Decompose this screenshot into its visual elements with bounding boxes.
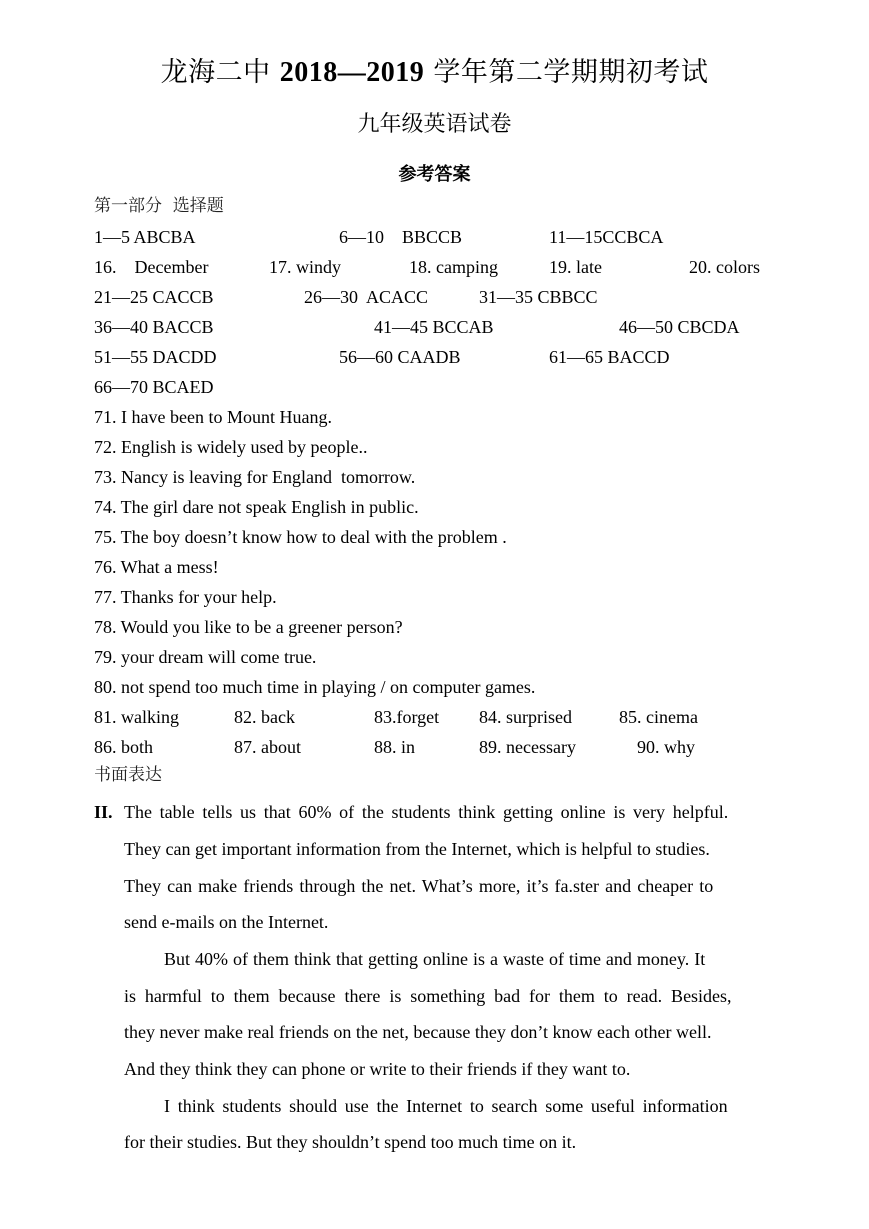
word-answer: 86. both <box>94 737 154 757</box>
word-answer: 87. about <box>234 737 301 757</box>
essay-line: They can make friends through the net. What’s more, it’s fa.ster and cheaper to <box>124 876 714 896</box>
word-answer: 89. necessary <box>479 737 576 757</box>
sentence-answer: 74. The girl dare not speak English in public. <box>94 497 419 517</box>
essay-line: The table tells us that 60% of the students think getting online is very helpful. <box>124 802 729 822</box>
answer-group: 1—5 ABCBA <box>94 227 196 247</box>
sentence-answer: 71. I have been to Mount Huang. <box>94 407 332 427</box>
answer-group: 31—35 CBBCC <box>479 287 598 307</box>
word-answer: 85. cinema <box>619 707 698 727</box>
title-prefix: 龙海二中 <box>160 57 280 88</box>
answer-word: 19. late <box>549 257 602 277</box>
essay-line: They can get important information from the Internet, which is helpful to studies. <box>124 839 710 859</box>
word-answer: 82. back <box>234 707 295 727</box>
essay-line: But 40% of them think that getting online is a waste of time and money. It <box>164 949 706 969</box>
answer-key-heading: 参考答案 <box>398 164 471 185</box>
answer-group: 51—55 DACDD <box>94 347 217 367</box>
title-years: 2018—2019 <box>279 57 425 88</box>
answer-word: 20. colors <box>689 257 760 277</box>
sentence-answer: 78. Would you like to be a greener person? <box>94 617 403 637</box>
sentence-answer: 77. Thanks for your help. <box>94 587 277 607</box>
word-answer: 81. walking <box>94 707 179 727</box>
answer-group: 66—70 BCAED <box>94 377 214 397</box>
writing-heading: 书面表达 <box>94 765 162 785</box>
answer-word: 18. camping <box>409 257 498 277</box>
answer-group: 46—50 CBCDA <box>619 317 740 337</box>
word-answer: 84. surprised <box>479 707 572 727</box>
essay-line: I think students should use the Internet to search some useful information <box>164 1096 728 1116</box>
word-answer: 88. in <box>374 737 416 757</box>
answer-group: 6—10 BBCCB <box>339 227 463 247</box>
answer-group: 21—25 CACCB <box>94 287 214 307</box>
document-title <box>0 55 869 91</box>
word-answer: 83.forget <box>374 707 440 727</box>
answer-group: 56—60 CAADB <box>339 347 461 367</box>
sentence-answer: 75. The boy doesn’t know how to deal with the problem . <box>94 527 507 547</box>
answer-word: 17. windy <box>269 257 341 277</box>
sentence-answer: 79. your dream will come true. <box>94 647 317 667</box>
essay-label: II. <box>94 802 113 822</box>
word-answer: 90. why <box>637 737 695 757</box>
answer-group: 41—45 BCCAB <box>374 317 494 337</box>
sentence-answer: 76. What a mess! <box>94 557 219 577</box>
answer-word: 16. December <box>94 257 209 277</box>
answer-group: 11—15CCBCA <box>549 227 664 247</box>
answer-group: 26—30 ACACC <box>304 287 429 307</box>
sentence-answer: 73. Nancy is leaving for England tomorrow. <box>94 467 416 487</box>
part1-heading: 第一部分 选择题 <box>94 196 224 216</box>
essay-line: And they think they can phone or write to their friends if they want to. <box>124 1059 631 1079</box>
essay-line: for their studies. But they shouldn’t spend too much time on it. <box>124 1132 577 1152</box>
document-subtitle: 九年级英语试卷 <box>357 112 512 137</box>
title-suffix: 学年第二学期期初考试 <box>424 57 709 88</box>
sentence-answer: 72. English is widely used by people.. <box>94 437 368 457</box>
sentence-answer: 80. not spend too much time in playing / on computer games. <box>94 677 536 697</box>
answer-group: 36—40 BACCB <box>94 317 214 337</box>
answer-group: 61—65 BACCD <box>549 347 670 367</box>
essay-line: send e-mails on the Internet. <box>124 912 329 932</box>
essay-line: they never make real friends on the net, because they don’t know each other well. <box>124 1022 712 1042</box>
essay-line: is harmful to them because there is something bad for them to read. Besides, <box>124 986 732 1006</box>
